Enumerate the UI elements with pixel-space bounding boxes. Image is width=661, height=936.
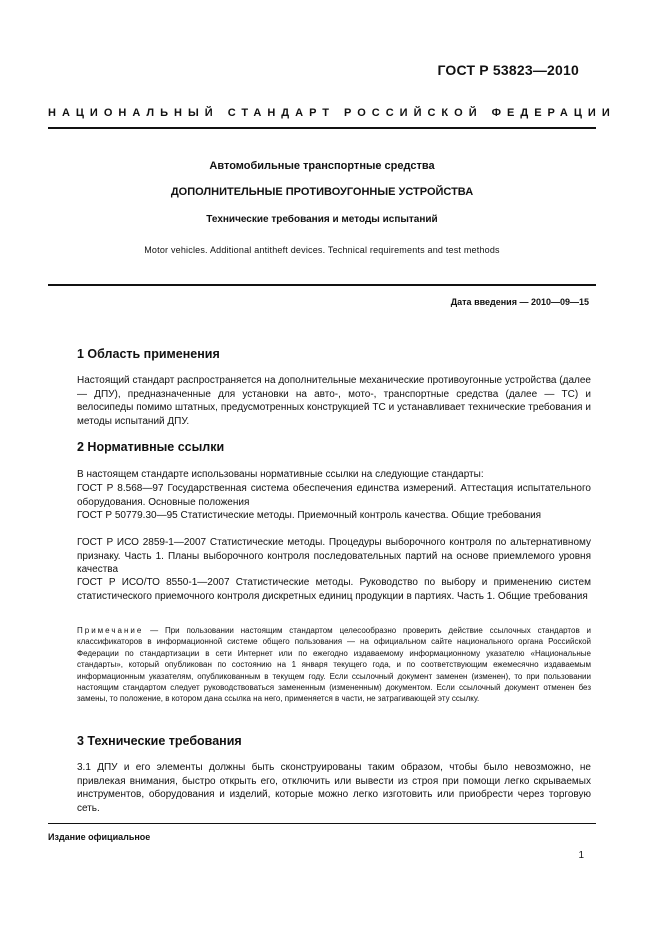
title-english: Motor vehicles. Additional antitheft devices. Technical requirements and test methods (144, 245, 500, 255)
title-line-2: ДОПОЛНИТЕЛЬНЫЕ ПРОТИВОУГОННЫЕ УСТРОЙСТВА (170, 186, 474, 198)
gost-number: ГОСТ Р 53823—2010 (437, 62, 579, 78)
section-2-intro: В настоящем стандарте использованы нормативные ссылки на следующие стандарты: (77, 469, 484, 480)
page-number: 1 (578, 850, 584, 861)
section-2-ref-2: ГОСТ Р 50779.30—95 Статистические методы. Приемочный контроль качества. Общие требования (77, 510, 542, 521)
date-line: Дата введения — 2010—09—15 (450, 297, 589, 307)
section-1-heading: 1 Область применения (77, 347, 220, 361)
edition-label: Издание официальное (48, 832, 151, 842)
section-2-ref-3: ГОСТ Р ИСО 2859-1—2007 Статистические методы. Процедуры выборочного контроля по альтернативному признаку. Часть 1. Планы выборочного контроля последовательных партий на основе приемлемого уровня качества (77, 537, 591, 576)
middle-rule (48, 284, 596, 286)
standard-title: НАЦИОНАЛЬНЫЙ СТАНДАРТ РОССИЙСКОЙ ФЕДЕРАЦИИ (48, 107, 616, 119)
title-line-1: Автомобильные транспортные средства (209, 160, 435, 172)
section-3-text: 3.1 ДПУ и его элементы должны быть сконструированы таким образом, чтобы было невозможно, не привлекая внимания, быстро открыть его, отключить или вывести из строя при помощи легко скрываемых инструментов, оборудования и изделий, которые можно легко изготовить или приобрести через торговую сеть. (77, 762, 591, 814)
bottom-rule (48, 823, 596, 824)
note-lead: Примечание (77, 626, 144, 635)
section-2-heading: 2 Нормативные ссылки (77, 440, 225, 454)
note-text: — При пользовании настоящим стандартом целесообразно проверить действие ссылочных стандартов и классификаторов в информационной системе общего пользования — на официальном сайте национального органа Российской Федерации по стандартизации в сети Интернет или по ежегодно издаваемому информационному указателю «Национальные стандарты», который опубликован по состоянию на 1 января текущего года, и по соответствующим ежемесячно издаваемым информационным указателям, опубликованным в текущем году. Если ссылочный документ заменен (изменен), то при пользовании настоящим стандартом следует руководствоваться замененным (измененным) документом. Если ссылочный документ отменен без замены, то положение, в котором дана ссылка на него, применяется в части, не затрагивающей эту ссылку. (77, 626, 591, 704)
section-1-text: Настоящий стандарт распространяется на дополнительные механические противоугонные устройства (далее — ДПУ), предназначенные для установки на авто-, мото-, транспортные средства (далее — ТС) и велосипеды помимо штатных, предусмотренных конструкцией ТС и устанавливает технические требования и методы испытаний ДПУ. (77, 375, 591, 427)
section-2-ref-4: ГОСТ Р ИСО/ТО 8550-1—2007 Статистические методы. Руководство по выбору и применению систем статистического приемочного контроля дискретных единиц продукции в партиях. Часть 1. Общие требования (77, 577, 591, 602)
section-2-ref-1: ГОСТ Р 8.568—97 Государственная система обеспечения единства измерений. Аттестация испытательного оборудования. Основные положения (77, 483, 591, 508)
section-3-heading: 3 Технические требования (77, 734, 242, 748)
title-line-3: Технические требования и методы испытаний (206, 214, 438, 225)
note-paragraph (77, 625, 591, 705)
top-rule (48, 127, 596, 129)
